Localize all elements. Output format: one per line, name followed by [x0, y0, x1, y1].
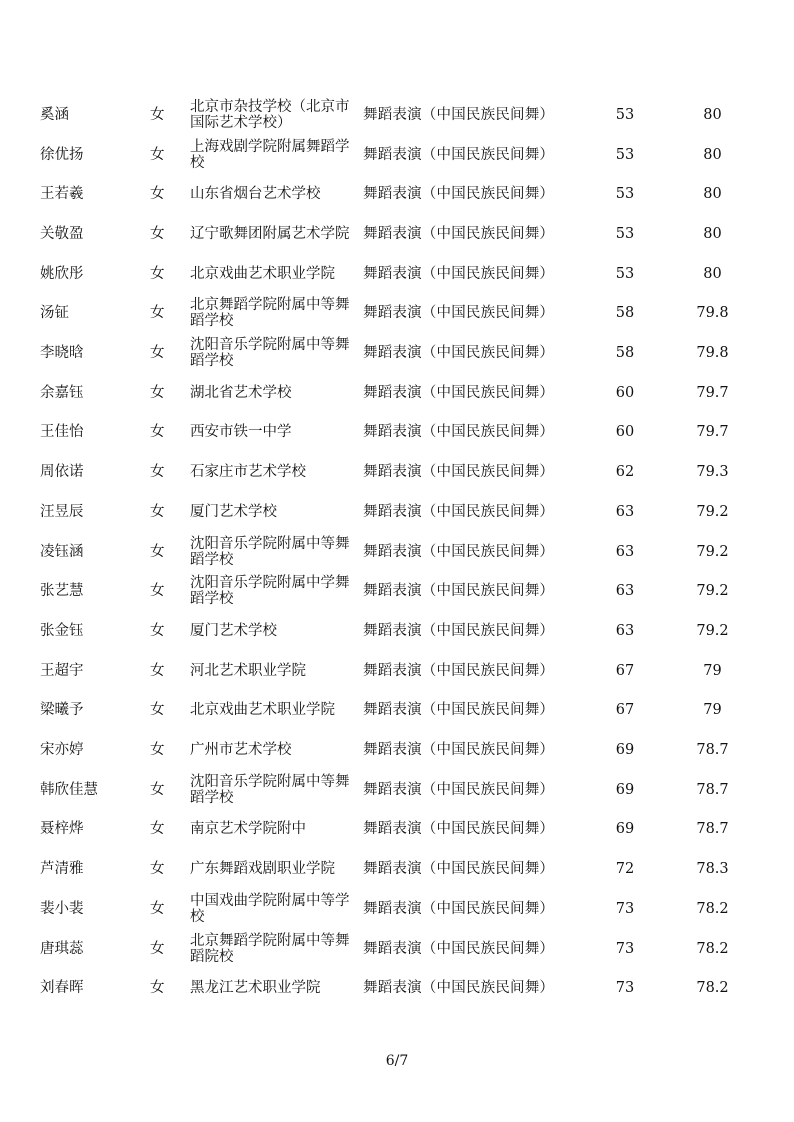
table-row: [0, 294, 794, 334]
gender: 女: [150, 781, 165, 798]
school-name: 山东省烟台艺术学校: [190, 186, 321, 203]
table-row: [0, 214, 794, 254]
table-row: [0, 452, 794, 492]
gender: 女: [150, 821, 165, 838]
major: 舞蹈表演（中国民族民间舞）: [363, 742, 555, 759]
score: 79: [703, 662, 722, 679]
score: 78.2: [696, 980, 729, 997]
table-row: [0, 413, 794, 453]
school-name: 南京艺术学院附中: [190, 821, 306, 838]
major: 舞蹈表演（中国民族民间舞）: [363, 186, 555, 203]
student-name: 余嘉钰: [40, 384, 84, 401]
major: 舞蹈表演（中国民族民间舞）: [363, 861, 555, 878]
rank: 58: [615, 305, 635, 322]
table-row: [0, 174, 794, 214]
table-row: [0, 532, 794, 572]
rank: 69: [615, 821, 635, 838]
score: 79.8: [696, 305, 729, 322]
score: 80: [703, 186, 722, 203]
student-name: 关敬盈: [40, 225, 84, 242]
score: 79.7: [696, 384, 729, 401]
rank: 53: [615, 146, 635, 163]
school-name: 黑龙江艺术职业学院: [190, 980, 321, 997]
score: 79.2: [696, 503, 729, 520]
major: 舞蹈表演（中国民族民间舞）: [363, 821, 555, 838]
student-name: 芦清雅: [40, 861, 84, 878]
rank: 73: [615, 980, 635, 997]
school-name: 北京戏曲艺术职业学院: [190, 702, 335, 719]
major: 舞蹈表演（中国民族民间舞）: [363, 940, 555, 957]
major: 舞蹈表演（中国民族民间舞）: [363, 583, 555, 600]
gender: 女: [150, 424, 165, 441]
table-row: [0, 929, 794, 969]
table-row: [0, 691, 794, 731]
gender: 女: [150, 345, 165, 362]
rank: 53: [615, 265, 635, 282]
rank: 62: [615, 464, 635, 481]
student-name: 唐琪蕊: [40, 940, 84, 957]
gender: 女: [150, 702, 165, 719]
major: 舞蹈表演（中国民族民间舞）: [363, 345, 555, 362]
table-row: [0, 849, 794, 889]
table-row: [0, 333, 794, 373]
score: 78.7: [696, 742, 729, 759]
school-name: 北京市杂技学校（北京市 国际艺术学校）: [190, 98, 350, 131]
student-name: 周依诺: [40, 464, 84, 481]
student-name: 王超宇: [40, 662, 84, 679]
student-name: 汪昱辰: [40, 503, 84, 520]
score: 79.2: [696, 583, 729, 600]
score: 79.3: [696, 464, 729, 481]
school-name: 北京舞蹈学院附属中等舞 蹈院校: [190, 932, 350, 965]
school-name: 沈阳音乐学院附属中等舞 蹈学校: [190, 337, 350, 370]
rank: 69: [615, 742, 635, 759]
major: 舞蹈表演（中国民族民间舞）: [363, 503, 555, 520]
student-name: 刘春晖: [40, 980, 84, 997]
school-name: 广东舞蹈戏剧职业学院: [190, 861, 335, 878]
student-name: 韩欣佳慧: [40, 781, 98, 798]
score: 79: [703, 702, 722, 719]
score: 80: [703, 146, 722, 163]
rank: 63: [615, 583, 635, 600]
table-row: [0, 810, 794, 850]
school-name: 中国戏曲学院附属中等学 校: [190, 892, 350, 925]
major: 舞蹈表演（中国民族民间舞）: [363, 781, 555, 798]
gender: 女: [150, 186, 165, 203]
rank: 63: [615, 543, 635, 560]
school-name: 沈阳音乐学院附属中等舞 蹈学校: [190, 535, 350, 568]
table-row: [0, 135, 794, 175]
student-name: 凌钰涵: [40, 543, 84, 560]
rank: 69: [615, 781, 635, 798]
major: 舞蹈表演（中国民族民间舞）: [363, 146, 555, 163]
student-name: 王佳怡: [40, 424, 84, 441]
school-name: 河北艺术职业学院: [190, 662, 306, 679]
gender: 女: [150, 225, 165, 242]
gender: 女: [150, 384, 165, 401]
major: 舞蹈表演（中国民族民间舞）: [363, 424, 555, 441]
table-row: [0, 651, 794, 691]
major: 舞蹈表演（中国民族民间舞）: [363, 225, 555, 242]
gender: 女: [150, 265, 165, 282]
rank: 63: [615, 503, 635, 520]
gender: 女: [150, 106, 165, 123]
school-name: 辽宁歌舞团附属艺术学院: [190, 225, 350, 242]
rank: 60: [615, 384, 635, 401]
gender: 女: [150, 503, 165, 520]
gender: 女: [150, 940, 165, 957]
score: 79.2: [696, 622, 729, 639]
student-name: 奚涵: [40, 106, 69, 123]
major: 舞蹈表演（中国民族民间舞）: [363, 265, 555, 282]
table-row: [0, 373, 794, 413]
table-row: [0, 968, 794, 1008]
rank: 73: [615, 940, 635, 957]
major: 舞蹈表演（中国民族民间舞）: [363, 543, 555, 560]
rank: 53: [615, 106, 635, 123]
major: 舞蹈表演（中国民族民间舞）: [363, 702, 555, 719]
table-row: [0, 889, 794, 929]
gender: 女: [150, 662, 165, 679]
rank: 58: [615, 345, 635, 362]
student-name: 李晓晗: [40, 345, 84, 362]
rank: 63: [615, 622, 635, 639]
major: 舞蹈表演（中国民族民间舞）: [363, 662, 555, 679]
student-name: 徐优扬: [40, 146, 84, 163]
rank: 73: [615, 900, 635, 917]
table-row: [0, 730, 794, 770]
score: 78.2: [696, 940, 729, 957]
school-name: 上海戏剧学院附属舞蹈学 校: [190, 138, 350, 171]
gender: 女: [150, 742, 165, 759]
table-row: [0, 770, 794, 810]
major: 舞蹈表演（中国民族民间舞）: [363, 106, 555, 123]
rank: 53: [615, 186, 635, 203]
major: 舞蹈表演（中国民族民间舞）: [363, 900, 555, 917]
student-name: 裴小裴: [40, 900, 84, 917]
rank: 72: [615, 861, 635, 878]
student-name: 王若羲: [40, 186, 84, 203]
school-name: 厦门艺术学校: [190, 503, 277, 520]
table-row: [0, 571, 794, 611]
gender: 女: [150, 543, 165, 560]
gender: 女: [150, 305, 165, 322]
major: 舞蹈表演（中国民族民间舞）: [363, 305, 555, 322]
rank: 60: [615, 424, 635, 441]
table-row: [0, 95, 794, 135]
table-row: [0, 254, 794, 294]
school-name: 西安市铁一中学: [190, 424, 292, 441]
student-name: 梁曦予: [40, 702, 84, 719]
school-name: 北京戏曲艺术职业学院: [190, 265, 335, 282]
student-name: 张金钰: [40, 622, 84, 639]
student-name: 汤钲: [40, 305, 69, 322]
school-name: 沈阳音乐学院附属中等舞 蹈学校: [190, 773, 350, 806]
gender: 女: [150, 980, 165, 997]
score: 78.7: [696, 781, 729, 798]
gender: 女: [150, 861, 165, 878]
gender: 女: [150, 900, 165, 917]
score: 78.7: [696, 821, 729, 838]
score: 79.7: [696, 424, 729, 441]
score: 80: [703, 265, 722, 282]
score: 78.2: [696, 900, 729, 917]
score: 80: [703, 106, 722, 123]
major: 舞蹈表演（中国民族民间舞）: [363, 980, 555, 997]
major: 舞蹈表演（中国民族民间舞）: [363, 622, 555, 639]
major: 舞蹈表演（中国民族民间舞）: [363, 384, 555, 401]
major: 舞蹈表演（中国民族民间舞）: [363, 464, 555, 481]
student-name: 聂梓烨: [40, 821, 84, 838]
table-row: [0, 611, 794, 651]
gender: 女: [150, 464, 165, 481]
table-row: [0, 492, 794, 532]
gender: 女: [150, 146, 165, 163]
rank: 53: [615, 225, 635, 242]
student-name: 姚欣彤: [40, 265, 84, 282]
score: 78.3: [696, 861, 729, 878]
student-name: 宋亦婷: [40, 742, 84, 759]
score: 79.8: [696, 345, 729, 362]
score: 79.2: [696, 543, 729, 560]
school-name: 沈阳音乐学院附属中学舞 蹈学校: [190, 575, 350, 608]
rank: 67: [615, 662, 635, 679]
student-name: 张艺慧: [40, 583, 84, 600]
school-name: 石家庄市艺术学校: [190, 464, 306, 481]
school-name: 厦门艺术学校: [190, 622, 277, 639]
school-name: 广州市艺术学校: [190, 742, 292, 759]
school-name: 湖北省艺术学校: [190, 384, 292, 401]
page-number: 6/7: [385, 1053, 409, 1069]
rank: 67: [615, 702, 635, 719]
score: 80: [703, 225, 722, 242]
school-name: 北京舞蹈学院附属中等舞 蹈学校: [190, 297, 350, 330]
gender: 女: [150, 622, 165, 639]
gender: 女: [150, 583, 165, 600]
